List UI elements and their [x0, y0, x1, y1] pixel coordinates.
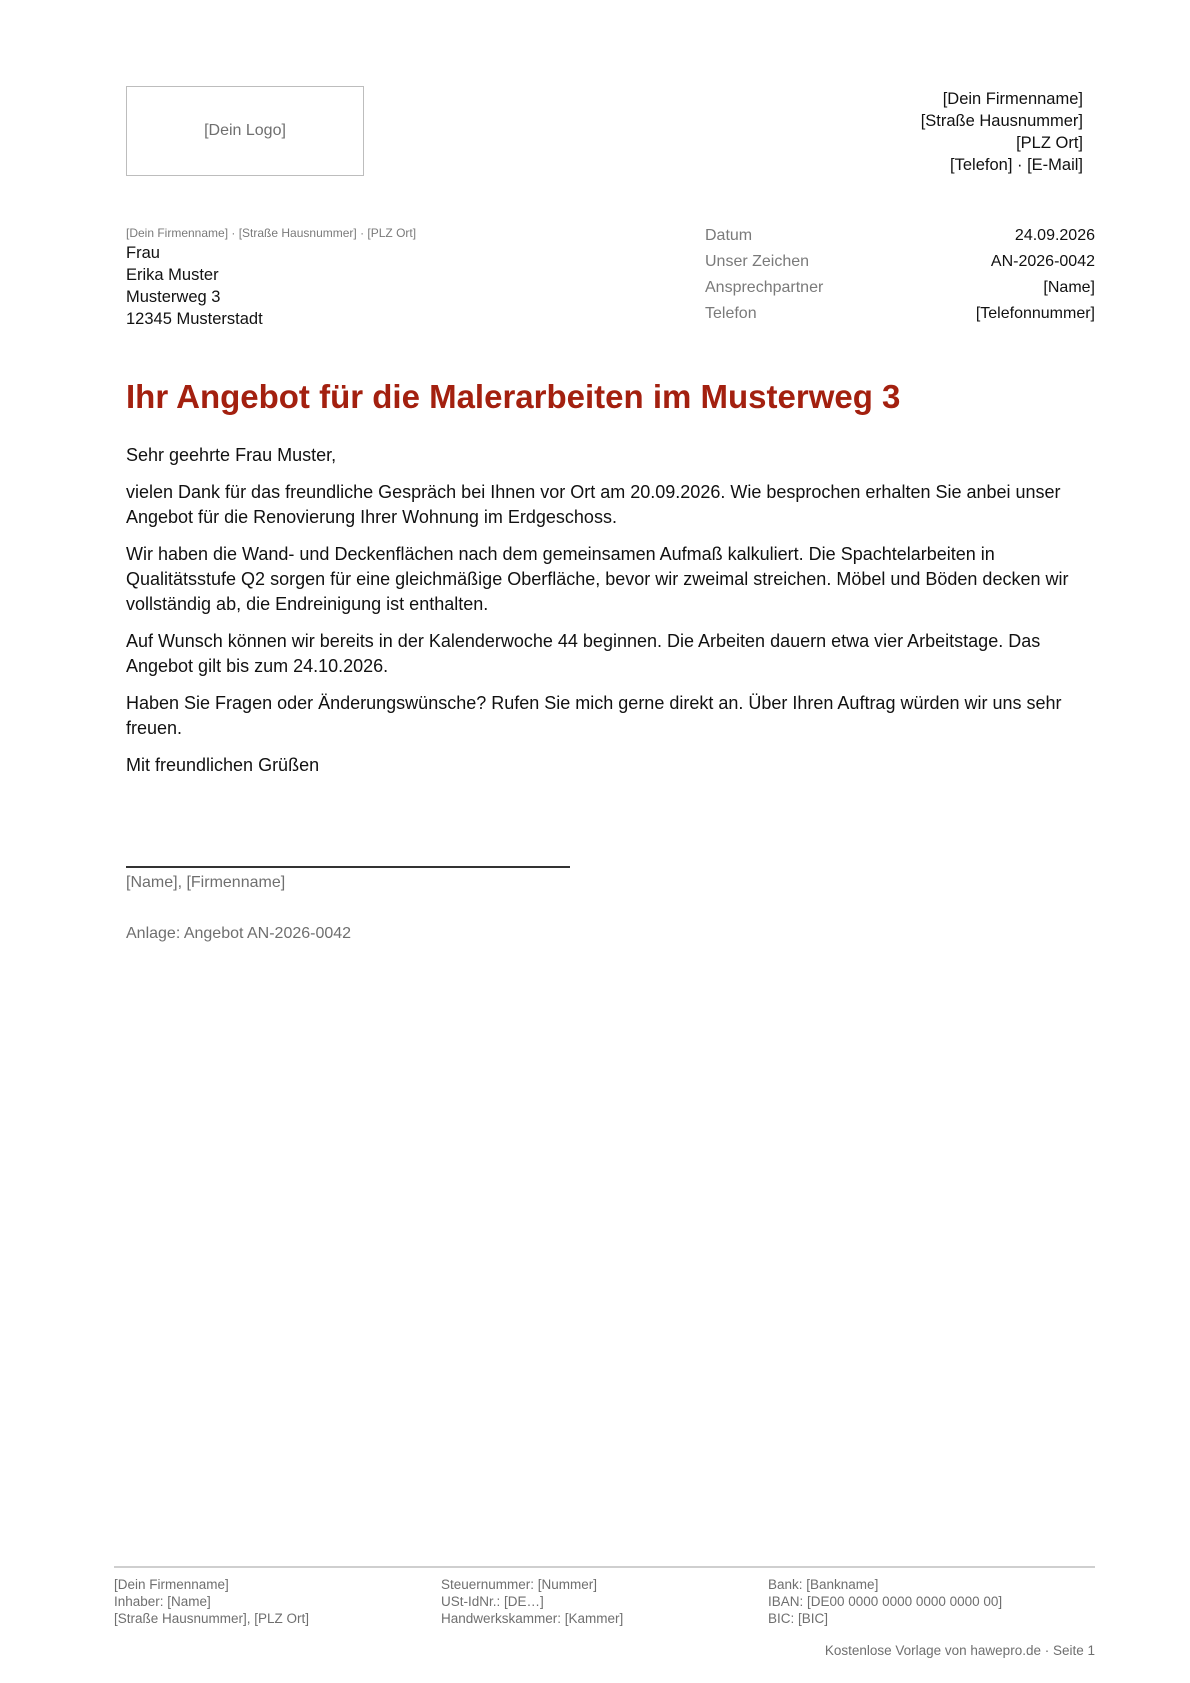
meta-row-reference — [705, 251, 1095, 277]
body-paragraph: Wir haben die Wand- und Deckenflächen nach dem gemeinsamen Aufmaß kalkuliert. Die Spachtelarbeiten in Qualitätsstufe Q2 sorgen für eine gleichmäßige Oberfläche, bevor wir zweimal streichen. Möbel und Böden decken wir vollständig ab, die Endreinigung ist enthalten. — [126, 544, 1069, 614]
letter-body — [126, 443, 1096, 790]
recipient-city: 12345 Musterstadt — [126, 310, 263, 328]
body-paragraph: Haben Sie Fragen oder Änderungswünsche? Rufen Sie mich gerne direkt an. Über Ihren Auftrag würden wir uns sehr freuen. — [126, 693, 1062, 738]
footer-tax-number: Steuernummer: [Nummer] — [441, 1577, 598, 1592]
footer-divider — [114, 1566, 1095, 1568]
footer-iban: IBAN: [DE00 0000 0000 0000 0000 00] — [768, 1594, 1003, 1609]
attachment-note: Anlage: Angebot AN-2026-0042 — [126, 925, 352, 942]
sender-address — [921, 88, 1083, 176]
footer-vat-id: USt-IdNr.: [DE…] — [441, 1594, 544, 1609]
recipient-street: Musterweg 3 — [126, 288, 221, 306]
recipient-name: Erika Muster — [126, 266, 219, 284]
meta-value: [Name] — [1043, 279, 1095, 296]
letter-closing: Mit freundlichen Grüßen — [126, 755, 320, 775]
signature-name: [Name], [Firmenname] — [126, 874, 286, 891]
meta-row-contact-person — [705, 277, 1095, 303]
footer-company-name: [Dein Firmenname] — [114, 1577, 229, 1592]
meta-row-date — [705, 225, 1095, 251]
footer-template-note: Kostenlose Vorlage von hawepro.de · Seite 1 — [824, 1643, 1095, 1658]
footer-address: [Straße Hausnummer], [PLZ Ort] — [114, 1611, 310, 1626]
footer-chamber: Handwerkskammer: [Kammer] — [441, 1611, 624, 1626]
meta-value: [Telefonnummer] — [975, 305, 1095, 322]
logo-placeholder-text: [Dein Logo] — [204, 122, 286, 139]
footer-owner: Inhaber: [Name] — [114, 1594, 211, 1609]
meta-row-phone — [705, 303, 1095, 329]
meta-label: Unser Zeichen — [705, 253, 810, 270]
recipient-address — [126, 242, 263, 330]
recipient-salutation: Frau — [126, 244, 160, 262]
letter-subject: Ihr Angebot für die Malerarbeiten im Musterweg 3 — [126, 378, 901, 415]
footer-tax-column — [441, 1576, 623, 1627]
footer-bank-column — [768, 1576, 1002, 1627]
meta-label: Datum — [705, 227, 753, 244]
sender-company: [Dein Firmenname] — [942, 90, 1083, 108]
body-paragraph: vielen Dank für das freundliche Gespräch bei Ihnen vor Ort am 20.09.2026. Wie besprochen erhalten Sie anbei unser Angebot für die Renovierung Ihrer Wohnung im Erdgeschoss. — [126, 482, 1061, 527]
signature-line — [126, 866, 570, 868]
return-address-line: [Dein Firmenname] · [Straße Hausnummer] · [PLZ Ort] — [126, 226, 417, 240]
meta-label: Ansprechpartner — [705, 279, 824, 296]
meta-value: AN-2026-0042 — [990, 253, 1095, 270]
footer-bic: BIC: [BIC] — [768, 1611, 829, 1626]
sender-street: [Straße Hausnummer] — [920, 112, 1083, 130]
sender-city: [PLZ Ort] — [1016, 134, 1083, 152]
meta-label: Telefon — [705, 305, 757, 322]
meta-value: 24.09.2026 — [1014, 227, 1095, 244]
body-paragraph: Auf Wunsch können wir bereits in der Kalenderwoche 44 beginnen. Die Arbeiten dauern etwa vier Arbeitstage. Das Angebot gilt bis zum 24.10.2026. — [126, 631, 1041, 676]
footer-company-column — [114, 1576, 309, 1627]
letter-meta-table — [705, 225, 1095, 329]
logo-placeholder — [126, 86, 364, 176]
letter-salutation: Sehr geehrte Frau Muster, — [126, 445, 337, 465]
footer-bank-name: Bank: [Bankname] — [768, 1577, 879, 1592]
sender-contact: [Telefon] · [E-Mail] — [950, 156, 1083, 174]
